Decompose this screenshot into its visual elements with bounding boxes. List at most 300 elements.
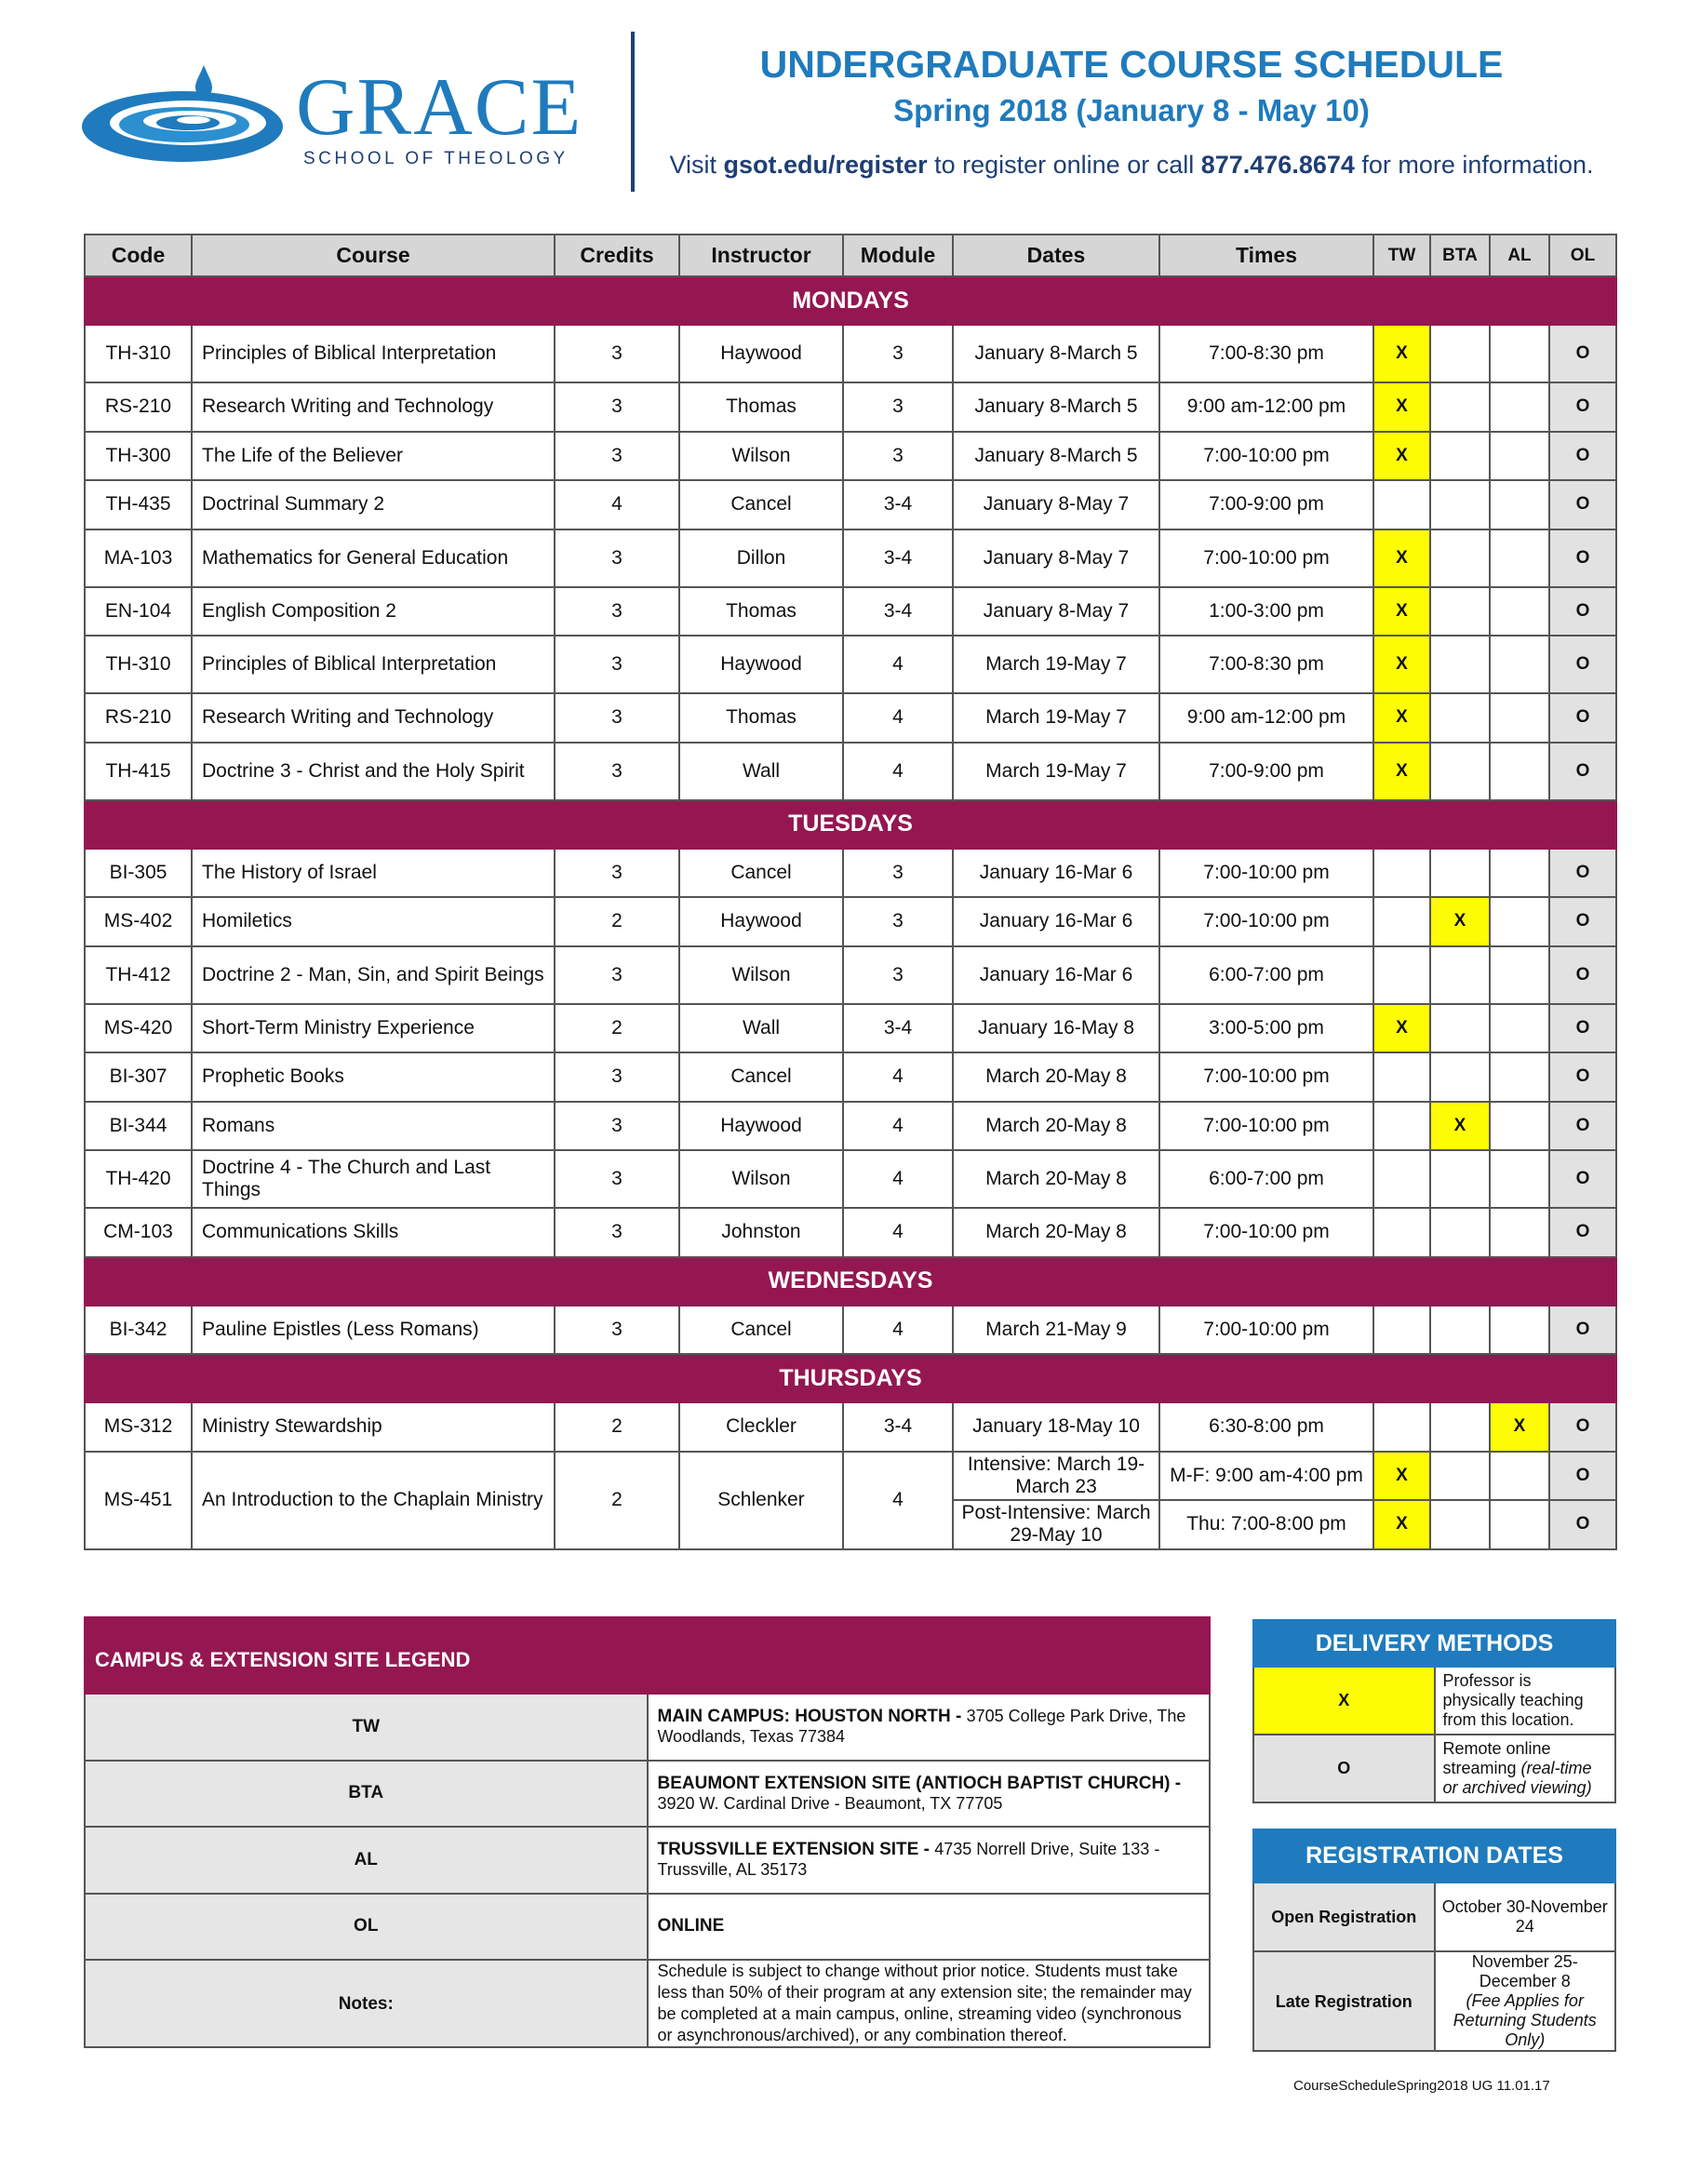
cell-bta bbox=[1430, 1150, 1490, 1208]
cell-bta bbox=[1430, 946, 1490, 1004]
cell-al bbox=[1490, 1150, 1549, 1208]
table-row bbox=[85, 636, 1616, 693]
cell-instructor: Haywood bbox=[679, 897, 843, 946]
cell-ol: O bbox=[1549, 1306, 1616, 1355]
visit-line bbox=[642, 151, 1621, 180]
cell-al bbox=[1490, 480, 1549, 529]
cell-tw bbox=[1373, 1052, 1430, 1102]
table-row bbox=[85, 897, 1616, 946]
notes-text: Schedule is subject to change without prior notice. Students must take less than 50% of their program at any extension site; the remainder may be completed at a main campus, online, streaming video (synchronous or asynchronous/archived), or any combination thereof. bbox=[648, 1960, 1211, 2047]
cell-code: TH-310 bbox=[85, 325, 192, 382]
legend-notes-row bbox=[85, 1960, 1210, 2047]
cell-instructor: Johnston bbox=[679, 1208, 843, 1257]
cell-credits: 3 bbox=[555, 1208, 679, 1257]
cell-bta bbox=[1430, 432, 1490, 481]
cell-dates: January 8-March 5 bbox=[953, 382, 1159, 432]
cell-times: 7:00-8:30 pm bbox=[1159, 325, 1373, 382]
cell-credits: 3 bbox=[555, 693, 679, 743]
cell-credits: 2 bbox=[555, 897, 679, 946]
cell-tw: X bbox=[1373, 693, 1430, 743]
legend-site-name: MAIN CAMPUS: HOUSTON NORTH - bbox=[657, 1707, 967, 1727]
cell-course: An Introduction to the Chaplain Ministry bbox=[192, 1452, 555, 1549]
cell-dates: March 20-May 8 bbox=[953, 1052, 1159, 1102]
cell-ol: O bbox=[1549, 1102, 1616, 1151]
cell-bta bbox=[1430, 1052, 1490, 1102]
cell-code: TH-435 bbox=[85, 480, 192, 529]
cell-ol: O bbox=[1549, 382, 1616, 432]
cell-module: 3-4 bbox=[843, 480, 953, 529]
cell-bta bbox=[1430, 1402, 1490, 1452]
cell-module: 3-4 bbox=[843, 587, 953, 636]
cell-code: BI-344 bbox=[85, 1102, 192, 1151]
cell-credits: 3 bbox=[555, 432, 679, 481]
cell-al bbox=[1490, 1052, 1549, 1102]
cell-module: 4 bbox=[843, 1452, 953, 1549]
cell-instructor: Dillon bbox=[679, 529, 843, 587]
cell-dates: March 20-May 8 bbox=[953, 1208, 1159, 1257]
cell-times: 7:00-8:30 pm bbox=[1159, 636, 1373, 693]
delivery-methods-table bbox=[1252, 1619, 1616, 1803]
table-header-row bbox=[85, 234, 1616, 276]
cell-ol: O bbox=[1549, 1208, 1616, 1257]
cell-instructor: Haywood bbox=[679, 1102, 843, 1151]
cell-instructor: Wall bbox=[679, 1004, 843, 1053]
cell-dates: March 20-May 8 bbox=[953, 1102, 1159, 1151]
table-row bbox=[85, 325, 1616, 382]
legend-code: BTA bbox=[85, 1761, 648, 1828]
day-wednesday: WEDNESDAYS bbox=[85, 1257, 1616, 1306]
cell-ol: O bbox=[1549, 897, 1616, 946]
open-registration-label: Open Registration bbox=[1253, 1883, 1435, 1951]
cell-code: MS-402 bbox=[85, 897, 192, 946]
cell-al bbox=[1490, 382, 1549, 432]
cell-ol: O bbox=[1549, 1500, 1616, 1549]
cell-credits: 3 bbox=[555, 743, 679, 800]
cell-credits: 4 bbox=[555, 480, 679, 529]
cell-course: English Composition 2 bbox=[192, 587, 555, 636]
legend-title: CAMPUS & EXTENSION SITE LEGEND bbox=[85, 1617, 1210, 1694]
registration-row bbox=[1253, 1883, 1615, 1951]
cell-times: 3:00-5:00 pm bbox=[1159, 1004, 1373, 1053]
table-row bbox=[85, 1306, 1616, 1355]
cell-al bbox=[1490, 1208, 1549, 1257]
registration-title: REGISTRATION DATES bbox=[1253, 1829, 1615, 1883]
cell-tw: X bbox=[1373, 325, 1430, 382]
cell-code: TH-412 bbox=[85, 946, 192, 1004]
cell-bta bbox=[1430, 1452, 1490, 1501]
cell-ol: O bbox=[1549, 849, 1616, 898]
col-al-header: AL bbox=[1490, 234, 1549, 276]
legend-address: 4735 Norrell Drive, Suite 133 - Trussville, AL 35173 bbox=[657, 1840, 1160, 1880]
cell-dates: January 8-March 5 bbox=[953, 325, 1159, 382]
cell-course: Principles of Biblical Interpretation bbox=[192, 636, 555, 693]
registration-row bbox=[1253, 1951, 1615, 2051]
col-times-header: Times bbox=[1159, 234, 1373, 276]
cell-bta bbox=[1430, 849, 1490, 898]
table-row bbox=[85, 743, 1616, 800]
day-header-row bbox=[85, 1257, 1616, 1306]
cell-al bbox=[1490, 587, 1549, 636]
day-header-row bbox=[85, 800, 1616, 849]
legend-row bbox=[85, 1827, 1210, 1894]
table-row bbox=[85, 1052, 1616, 1102]
cell-times: 7:00-9:00 pm bbox=[1159, 743, 1373, 800]
cell-course: Ministry Stewardship bbox=[192, 1402, 555, 1452]
cell-credits: 3 bbox=[555, 1102, 679, 1151]
legend-site-name: BEAUMONT EXTENSION SITE (ANTIOCH BAPTIST CHURCH) - bbox=[657, 1773, 1182, 1793]
cell-module: 3 bbox=[843, 432, 953, 481]
cell-code: RS-210 bbox=[85, 382, 192, 432]
cell-module: 4 bbox=[843, 636, 953, 693]
cell-times: 7:00-10:00 pm bbox=[1159, 529, 1373, 587]
cell-code: MS-451 bbox=[85, 1452, 192, 1549]
footer-code: CourseScheduleSpring2018 UG 11.01.17 bbox=[1293, 2078, 1550, 2094]
cell-instructor: Wall bbox=[679, 743, 843, 800]
cell-module: 3 bbox=[843, 849, 953, 898]
table-row bbox=[85, 382, 1616, 432]
cell-ol: O bbox=[1549, 636, 1616, 693]
col-ol-header: OL bbox=[1549, 234, 1616, 276]
cell-credits: 2 bbox=[555, 1004, 679, 1053]
legend-desc bbox=[648, 1694, 1211, 1761]
cell-instructor: Wilson bbox=[679, 1150, 843, 1208]
table-row bbox=[85, 1402, 1616, 1452]
cell-ol: O bbox=[1549, 743, 1616, 800]
cell-course: Doctrinal Summary 2 bbox=[192, 480, 555, 529]
cell-bta: X bbox=[1430, 897, 1490, 946]
cell-ol: O bbox=[1549, 1452, 1616, 1501]
cell-al bbox=[1490, 636, 1549, 693]
cell-ol: O bbox=[1549, 432, 1616, 481]
cell-tw: X bbox=[1373, 587, 1430, 636]
table-row bbox=[85, 1102, 1616, 1151]
course-schedule-table bbox=[84, 234, 1617, 1550]
cell-code: TH-310 bbox=[85, 636, 192, 693]
logo-wordmark: GRACE bbox=[296, 62, 583, 153]
cell-al bbox=[1490, 529, 1549, 587]
cell-tw bbox=[1373, 1102, 1430, 1151]
day-header-row bbox=[85, 276, 1616, 325]
cell-course: The Life of the Believer bbox=[192, 432, 555, 481]
cell-bta bbox=[1430, 325, 1490, 382]
cell-instructor: Haywood bbox=[679, 636, 843, 693]
table-row bbox=[85, 587, 1616, 636]
registration-dates-table bbox=[1252, 1829, 1616, 2052]
cell-ol: O bbox=[1549, 1402, 1616, 1452]
cell-module: 3-4 bbox=[843, 1004, 953, 1053]
legend-row bbox=[85, 1761, 1210, 1828]
cell-al bbox=[1490, 946, 1549, 1004]
cell-times: 6:30-8:00 pm bbox=[1159, 1402, 1373, 1452]
cell-tw: X bbox=[1373, 529, 1430, 587]
cell-al bbox=[1490, 849, 1549, 898]
cell-bta bbox=[1430, 743, 1490, 800]
cell-bta bbox=[1430, 529, 1490, 587]
cell-al bbox=[1490, 897, 1549, 946]
cell-credits: 2 bbox=[555, 1452, 679, 1549]
cell-credits: 3 bbox=[555, 1150, 679, 1208]
cell-credits: 3 bbox=[555, 529, 679, 587]
cell-instructor: Cancel bbox=[679, 849, 843, 898]
header-divider bbox=[631, 32, 635, 192]
delivery-row bbox=[1253, 1667, 1615, 1735]
cell-course: Principles of Biblical Interpretation bbox=[192, 325, 555, 382]
legend-code: OL bbox=[85, 1894, 648, 1961]
cell-dates: January 18-May 10 bbox=[953, 1402, 1159, 1452]
cell-al bbox=[1490, 743, 1549, 800]
visit-suffix: for more information. bbox=[1354, 151, 1594, 179]
cell-course: Doctrine 2 - Man, Sin, and Spirit Beings bbox=[192, 946, 555, 1004]
cell-tw bbox=[1373, 1208, 1430, 1257]
visit-prefix: Visit bbox=[669, 151, 724, 179]
cell-times: 9:00 am-12:00 pm bbox=[1159, 382, 1373, 432]
col-module-header: Module bbox=[843, 234, 953, 276]
cell-course: Communications Skills bbox=[192, 1208, 555, 1257]
table-row bbox=[85, 480, 1616, 529]
phone-number[interactable]: 877.476.8674 bbox=[1200, 151, 1355, 179]
cell-module: 3-4 bbox=[843, 1402, 953, 1452]
cell-module: 4 bbox=[843, 1306, 953, 1355]
register-link[interactable]: gsot.edu/register bbox=[723, 151, 928, 179]
cell-tw bbox=[1373, 1402, 1430, 1452]
cell-tw: X bbox=[1373, 636, 1430, 693]
cell-instructor: Schlenker bbox=[679, 1452, 843, 1549]
cell-times: 7:00-9:00 pm bbox=[1159, 480, 1373, 529]
cell-tw bbox=[1373, 849, 1430, 898]
cell-code: TH-415 bbox=[85, 743, 192, 800]
open-registration-dates: October 30-November 24 bbox=[1435, 1883, 1616, 1951]
cell-dates: March 20-May 8 bbox=[953, 1150, 1159, 1208]
cell-module: 3-4 bbox=[843, 529, 953, 587]
delivery-x-symbol: X bbox=[1253, 1667, 1435, 1735]
cell-course: Romans bbox=[192, 1102, 555, 1151]
cell-code: MS-420 bbox=[85, 1004, 192, 1053]
visit-middle: to register online or call bbox=[927, 151, 1201, 179]
cell-tw: X bbox=[1373, 1500, 1430, 1549]
page-title: UNDERGRADUATE COURSE SCHEDULE bbox=[759, 43, 1504, 86]
page-subtitle: Spring 2018 (January 8 - May 10) bbox=[893, 93, 1370, 127]
legend-desc bbox=[648, 1761, 1211, 1828]
schedule-body bbox=[85, 276, 1616, 1549]
notes-label: Notes: bbox=[85, 1960, 648, 2047]
cell-dates: March 19-May 7 bbox=[953, 693, 1159, 743]
cell-instructor: Cleckler bbox=[679, 1402, 843, 1452]
col-instructor-header: Instructor bbox=[679, 234, 843, 276]
cell-instructor: Cancel bbox=[679, 1052, 843, 1102]
cell-ol: O bbox=[1549, 529, 1616, 587]
cell-bta bbox=[1430, 587, 1490, 636]
cell-dates: March 21-May 9 bbox=[953, 1306, 1159, 1355]
cell-credits: 3 bbox=[555, 587, 679, 636]
col-credits-header: Credits bbox=[555, 234, 679, 276]
cell-module: 3 bbox=[843, 897, 953, 946]
cell-al bbox=[1490, 1452, 1549, 1501]
legend-address: 3920 W. Cardinal Drive - Beaumont, TX 77705 bbox=[657, 1793, 1003, 1813]
cell-dates: January 8-March 5 bbox=[953, 432, 1159, 481]
cell-ol: O bbox=[1549, 1052, 1616, 1102]
cell-times: 7:00-10:00 pm bbox=[1159, 897, 1373, 946]
delivery-o-symbol: O bbox=[1253, 1735, 1435, 1802]
delivery-title: DELIVERY METHODS bbox=[1253, 1620, 1615, 1667]
cell-tw bbox=[1373, 1150, 1430, 1208]
cell-bta: X bbox=[1430, 1102, 1490, 1151]
day-monday: MONDAYS bbox=[85, 276, 1616, 325]
cell-times: 6:00-7:00 pm bbox=[1159, 946, 1373, 1004]
cell-instructor: Cancel bbox=[679, 1306, 843, 1355]
cell-course: Homiletics bbox=[192, 897, 555, 946]
cell-course: Mathematics for General Education bbox=[192, 529, 555, 587]
cell-times: 7:00-10:00 pm bbox=[1159, 1306, 1373, 1355]
cell-tw: X bbox=[1373, 1004, 1430, 1053]
table-row bbox=[85, 946, 1616, 1004]
cell-code: BI-307 bbox=[85, 1052, 192, 1102]
cell-code: EN-104 bbox=[85, 587, 192, 636]
site-legend-table bbox=[84, 1616, 1211, 2048]
cell-dates: Intensive: March 19-March 23 bbox=[953, 1452, 1159, 1501]
cell-course: Doctrine 3 - Christ and the Holy Spirit bbox=[192, 743, 555, 800]
cell-bta bbox=[1430, 382, 1490, 432]
table-row bbox=[85, 1004, 1616, 1053]
cell-al bbox=[1490, 1102, 1549, 1151]
cell-instructor: Thomas bbox=[679, 587, 843, 636]
cell-times: 7:00-10:00 pm bbox=[1159, 1052, 1373, 1102]
delivery-row bbox=[1253, 1735, 1615, 1802]
cell-ol: O bbox=[1549, 480, 1616, 529]
day-header-row bbox=[85, 1354, 1616, 1402]
cell-course: The History of Israel bbox=[192, 849, 555, 898]
late-registration-dates: November 25-December 8 bbox=[1471, 1952, 1578, 1990]
day-thursday: THURSDAYS bbox=[85, 1354, 1616, 1402]
cell-code: BI-342 bbox=[85, 1306, 192, 1355]
legend-site-name: TRUSSVILLE EXTENSION SITE - bbox=[657, 1840, 935, 1860]
late-registration-value bbox=[1435, 1951, 1616, 2051]
cell-times: 6:00-7:00 pm bbox=[1159, 1150, 1373, 1208]
cell-bta bbox=[1430, 636, 1490, 693]
delivery-o-desc bbox=[1435, 1735, 1616, 1802]
cell-instructor: Wilson bbox=[679, 946, 843, 1004]
legend-row bbox=[85, 1694, 1210, 1761]
cell-tw bbox=[1373, 1306, 1430, 1355]
cell-credits: 2 bbox=[555, 1402, 679, 1452]
late-registration-note: (Fee Applies for Returning Students Only) bbox=[1453, 1991, 1597, 2049]
water-ripple-icon bbox=[82, 65, 283, 162]
legend-desc bbox=[648, 1894, 1211, 1961]
cell-al bbox=[1490, 432, 1549, 481]
legend-code: AL bbox=[85, 1827, 648, 1894]
legend-address: 3705 College Park Drive, The Woodlands, Texas 77384 bbox=[657, 1707, 1186, 1747]
cell-instructor: Thomas bbox=[679, 693, 843, 743]
cell-times: 7:00-10:00 pm bbox=[1159, 849, 1373, 898]
cell-bta bbox=[1430, 1306, 1490, 1355]
cell-instructor: Wilson bbox=[679, 432, 843, 481]
cell-tw bbox=[1373, 480, 1430, 529]
cell-module: 3 bbox=[843, 325, 953, 382]
cell-ol: O bbox=[1549, 946, 1616, 1004]
legend-site-name: ONLINE bbox=[657, 1916, 725, 1936]
late-registration-label: Late Registration bbox=[1253, 1951, 1435, 2051]
table-row bbox=[85, 432, 1616, 481]
cell-dates: January 8-May 7 bbox=[953, 587, 1159, 636]
cell-bta bbox=[1430, 1500, 1490, 1549]
cell-code: MS-312 bbox=[85, 1402, 192, 1452]
cell-times: 7:00-10:00 pm bbox=[1159, 432, 1373, 481]
cell-code: RS-210 bbox=[85, 693, 192, 743]
table-row bbox=[85, 1150, 1616, 1208]
col-course-header: Course bbox=[192, 234, 555, 276]
cell-bta bbox=[1430, 1208, 1490, 1257]
cell-course: Short-Term Ministry Experience bbox=[192, 1004, 555, 1053]
grace-logo bbox=[80, 61, 615, 182]
cell-module: 4 bbox=[843, 1052, 953, 1102]
cell-module: 4 bbox=[843, 1150, 953, 1208]
cell-dates: January 16-Mar 6 bbox=[953, 849, 1159, 898]
col-dates-header: Dates bbox=[953, 234, 1159, 276]
cell-tw: X bbox=[1373, 382, 1430, 432]
col-tw-header: TW bbox=[1373, 234, 1430, 276]
col-code-header: Code bbox=[85, 234, 192, 276]
table-row bbox=[85, 529, 1616, 587]
day-tuesday: TUESDAYS bbox=[85, 800, 1616, 849]
cell-ol: O bbox=[1549, 325, 1616, 382]
cell-times: M-F: 9:00 am-4:00 pm bbox=[1159, 1452, 1373, 1501]
cell-course: Research Writing and Technology bbox=[192, 693, 555, 743]
cell-dates: January 16-May 8 bbox=[953, 1004, 1159, 1053]
cell-credits: 3 bbox=[555, 849, 679, 898]
cell-al bbox=[1490, 325, 1549, 382]
cell-tw: X bbox=[1373, 1452, 1430, 1501]
cell-instructor: Cancel bbox=[679, 480, 843, 529]
cell-credits: 3 bbox=[555, 1052, 679, 1102]
cell-al bbox=[1490, 1500, 1549, 1549]
col-bta-header: BTA bbox=[1430, 234, 1490, 276]
cell-code: TH-300 bbox=[85, 432, 192, 481]
legend-desc bbox=[648, 1827, 1211, 1894]
cell-instructor: Thomas bbox=[679, 382, 843, 432]
cell-tw: X bbox=[1373, 743, 1430, 800]
cell-al: X bbox=[1490, 1402, 1549, 1452]
cell-ol: O bbox=[1549, 1150, 1616, 1208]
cell-al bbox=[1490, 1004, 1549, 1053]
cell-credits: 3 bbox=[555, 946, 679, 1004]
delivery-o-text: Remote online streaming bbox=[1442, 1739, 1551, 1777]
cell-module: 4 bbox=[843, 1102, 953, 1151]
cell-bta bbox=[1430, 480, 1490, 529]
cell-dates: January 8-May 7 bbox=[953, 529, 1159, 587]
logo-subtitle: SCHOOL OF THEOLOGY bbox=[303, 149, 569, 168]
cell-dates: March 19-May 7 bbox=[953, 743, 1159, 800]
cell-code: TH-420 bbox=[85, 1150, 192, 1208]
table-row bbox=[85, 849, 1616, 898]
cell-tw: X bbox=[1373, 432, 1430, 481]
cell-course: Research Writing and Technology bbox=[192, 382, 555, 432]
cell-dates: January 16-Mar 6 bbox=[953, 946, 1159, 1004]
cell-code: MA-103 bbox=[85, 529, 192, 587]
cell-times: Thu: 7:00-8:00 pm bbox=[1159, 1500, 1373, 1549]
cell-ol: O bbox=[1549, 693, 1616, 743]
cell-bta bbox=[1430, 693, 1490, 743]
table-row bbox=[85, 1452, 1616, 1501]
cell-times: 9:00 am-12:00 pm bbox=[1159, 693, 1373, 743]
delivery-o-note: (real-time or archived viewing) bbox=[1442, 1759, 1592, 1797]
delivery-x-text: Professor is physically teaching from this location. bbox=[1435, 1667, 1616, 1735]
legend-row bbox=[85, 1894, 1210, 1961]
cell-course: Prophetic Books bbox=[192, 1052, 555, 1102]
cell-course: Pauline Epistles (Less Romans) bbox=[192, 1306, 555, 1355]
cell-times: 7:00-10:00 pm bbox=[1159, 1102, 1373, 1151]
cell-dates: March 19-May 7 bbox=[953, 636, 1159, 693]
cell-al bbox=[1490, 693, 1549, 743]
cell-dates: Post-Intensive: March 29-May 10 bbox=[953, 1500, 1159, 1549]
